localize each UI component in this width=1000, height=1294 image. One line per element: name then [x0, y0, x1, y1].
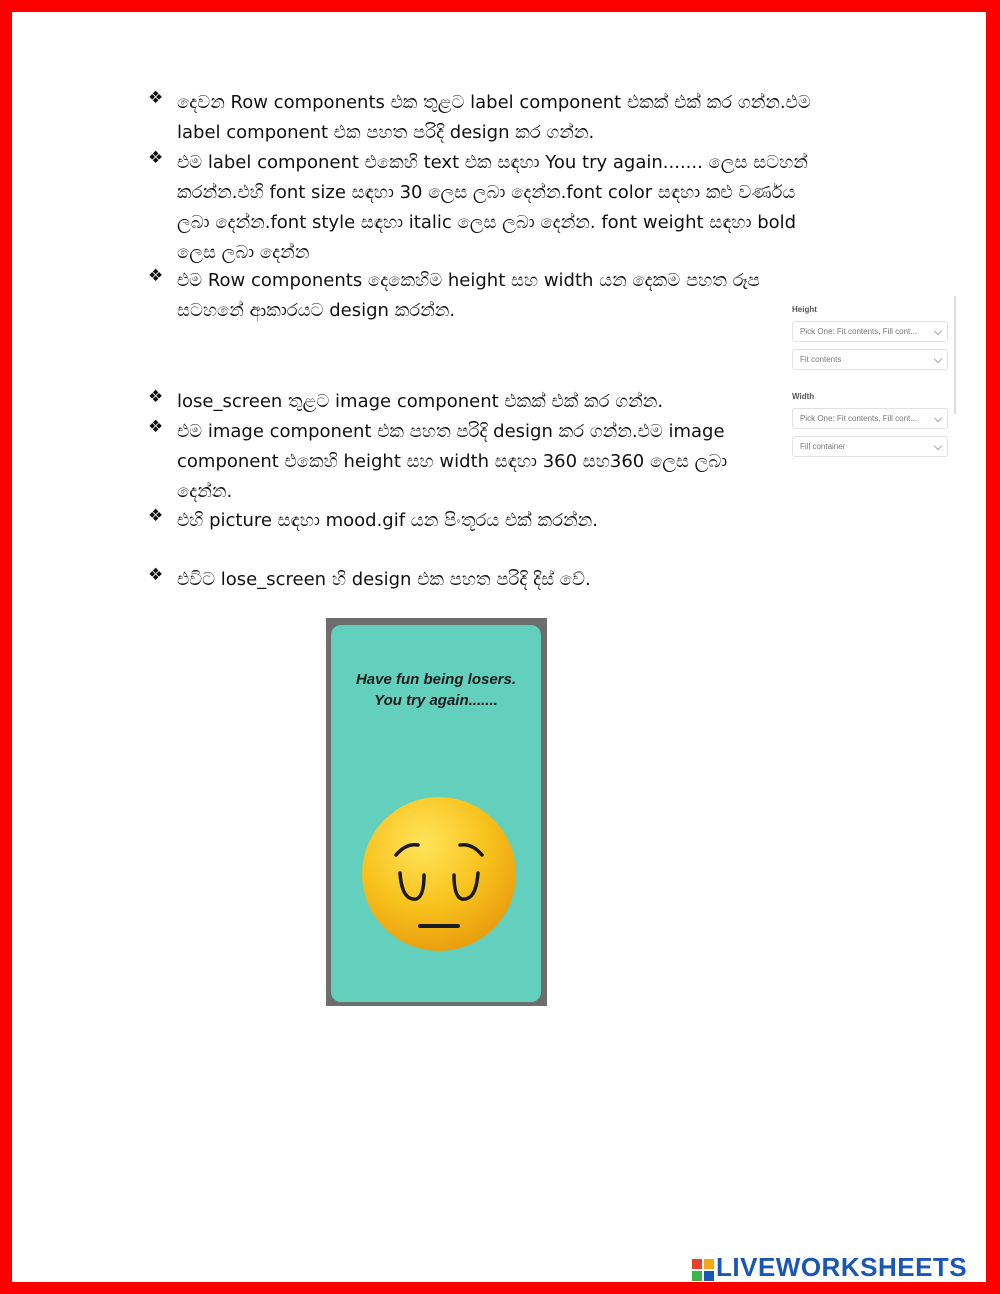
chevron-down-icon — [934, 327, 942, 335]
instruction-text: එම label component එකෙහි text එක සඳහා You try again....... ලෙස සටහන් කරන්න.එහි font size සඳහා 30 ලෙස ලබා දෙන්න.font color සඳහා කළු වර්ණය ලබා දෙන්න.font style සඳහා italic ලෙස ලබා දෙන්න. font weight සඳහා bold ලෙස ලබා දෙන්න — [177, 152, 808, 263]
width-value-text: Fill container — [800, 442, 846, 451]
height-value-select[interactable] — [792, 349, 948, 370]
message-line-2: You try again....... — [374, 692, 498, 709]
lose-message — [331, 669, 541, 711]
instruction-text: lose_screen තුළට image component එකක් එක් කර ගන්න. — [177, 391, 664, 412]
diamond-bullet-icon: ❖ — [148, 387, 164, 407]
chevron-down-icon — [934, 414, 942, 422]
height-mode-select[interactable] — [792, 321, 948, 342]
panel-divider — [954, 296, 956, 414]
diamond-bullet-icon: ❖ — [148, 88, 164, 108]
instruction-text: එහි picture සඳහා mood.gif යන පිංතූරය එක් කරන්න. — [177, 510, 598, 531]
instruction-text: එවිට lose_screen හි design එක පහත පරිදි දිස් වේ. — [177, 569, 591, 590]
width-value-select[interactable] — [792, 436, 948, 457]
phone-preview — [326, 618, 547, 1006]
diamond-bullet-icon: ❖ — [148, 417, 164, 437]
liveworksheets-logo — [692, 1252, 988, 1282]
logo-text: LIVEWORKSHEETS — [716, 1252, 968, 1282]
instruction-text: දෙවන Row components එක තුළට label component එකක් එක් කර ගන්න.එම label component එක පහත පරිදි design කර ගන්න. — [177, 92, 811, 143]
message-line-1: Have fun being losers. — [355, 671, 517, 688]
diamond-bullet-icon: ❖ — [148, 266, 164, 286]
size-settings-panel — [788, 296, 956, 468]
chevron-down-icon — [934, 355, 942, 363]
logo-blocks-icon — [692, 1259, 714, 1281]
lose-screen — [331, 625, 541, 1002]
pensive-face-icon — [360, 795, 518, 953]
instruction-text: එම image component එක පහත පරිදි design කර ගන්න.එම image component එකෙහි height සහ width සඳහා 360 සහ360 ලෙස ලබා දෙන්න. — [177, 421, 728, 502]
instruction-text: එම Row components දෙකෙහිම height සහ width යන දෙකම පහත රූප සටහනේ ආකාරයට design කරන්න. — [177, 270, 760, 321]
width-label: Width — [792, 392, 815, 401]
diamond-bullet-icon: ❖ — [148, 148, 164, 168]
height-label: Height — [792, 305, 817, 314]
height-value-text: Fit contents — [800, 355, 842, 364]
chevron-down-icon — [934, 442, 942, 450]
diamond-bullet-icon: ❖ — [148, 506, 164, 526]
width-mode-select[interactable] — [792, 408, 948, 429]
height-mode-text: Pick One: Fit contents, Fill cont... — [800, 327, 917, 336]
diamond-bullet-icon: ❖ — [148, 565, 164, 585]
width-mode-text: Pick One: Fit contents, Fill cont... — [800, 414, 917, 423]
